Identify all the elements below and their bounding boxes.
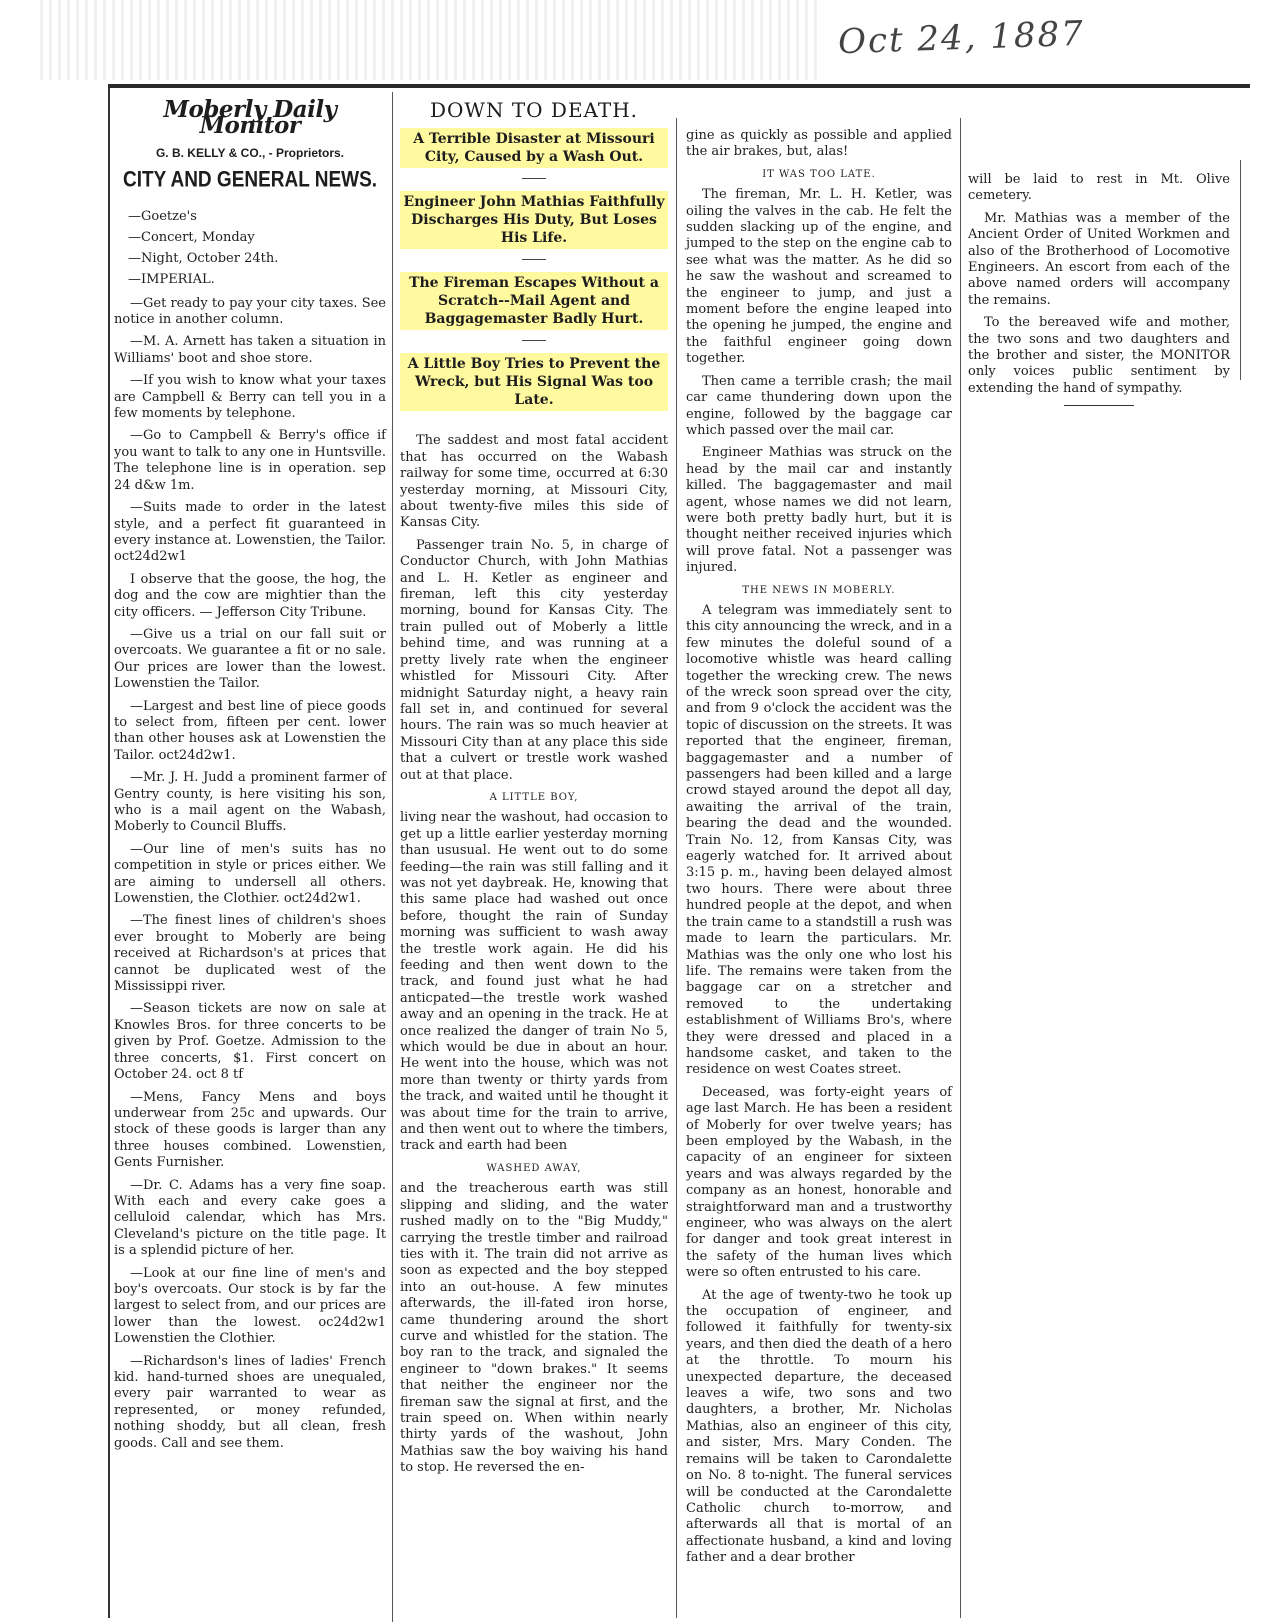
news-item: —Our line of men's suits has no competition in style or prices either. We are aiming to undersell all others. Lowenstien, the Clothier. oct24d2w1. — [114, 841, 386, 907]
article-paragraph: Then came a terrible crash; the mail car came thundering down upon the engine, followed by the baggage car which passed over the mail car. — [686, 373, 952, 438]
column-article-start — [400, 98, 668, 1483]
article-paragraph: Passenger train No. 5, in charge of Conductor Church, with John Mathias and L. H. Ketler as engineer and fireman, left this city yesterday morning, bound for Kansas City. The train pulled out of Moberly a little behind time, and was running at a pretty lively rate when the engineer whistled for Missouri City. After midnight Saturday night, a heavy rain fall set in, and continued for several hours. The rain was so much heavier at Missouri City than at any place this side that a culvert or trestle work washed out at that place. — [400, 537, 668, 783]
article-paragraph: The saddest and most fatal accident that has occurred on the Wabash railway for some time, occurred at 6:30 yesterday morning, at Missouri City, about twenty-five miles this side of Kansas City. — [400, 433, 668, 531]
news-item: —Season tickets are now on sale at Knowles Bros. for three concerts to be given by Prof. Goetze. Admission to the three concerts, $1. First concert on October 24. oct 8 tf — [114, 1001, 386, 1083]
column-city-news — [114, 96, 386, 1458]
headline-deck: A Terrible Disaster at Missouri City, Caused by a Wash Out. — [400, 128, 668, 168]
column-rule-1 — [392, 92, 393, 1622]
deck-separator — [522, 178, 546, 179]
column-rule-2 — [676, 118, 677, 1618]
news-item: —Give us a trial on our fall suit or overcoats. We guarantee a fit or no sale. Our prices are lower than the lowest. Lowenstien the Tailor. — [114, 626, 386, 692]
article-paragraph: living near the washout, had occasion to get up a little earlier yesterday morning than ususual. He went out to do some feeding—the rain was still falling and it was not yet daybreak. He, knowing that this same place had washed out once before, thought the rain of Sunday morning was sufficient to wash away the trestle work again. He did his feeding and then went down to the track, and found just what he had anticpated—the trestle work washed away and an opening in the track. He at once realized the danger of train No 5, which would be due in about an hour. He went into the house, which was not more than twenty or thirty yards from the track, and waited until he thought it was about time for the train to arrive, and then went out to where the timbers, track and earth had been — [400, 810, 668, 1154]
end-rule — [1064, 405, 1134, 406]
news-item: —Largest and best line of piece goods to select from, fifteen per cent. lower than other houses ask at Lowenstien the Tailor. oct24d2w1. — [114, 698, 386, 763]
article-paragraph: The fireman, Mr. L. H. Ketler, was oiling the valves in the cab. He felt the sudden slacking up of the engine, and jumped to the step on the engine cab to see what was the matter. As he did so he saw the washout and screamed to the engineer to jump, and just a moment before the engine leaped into the opening he jumped, the engine and the faithful engineer going down together. — [686, 187, 952, 367]
concert-line: —Concert, Monday — [128, 229, 255, 245]
article-paragraph: Engineer Mathias was struck on the head by the mail car and instantly killed. The baggagemaster and mail agent, whose names we did not learn, were both pretty badly hurt, but it is thought neither received injuries which will prove fatal. Not a passenger was injured. — [686, 445, 952, 576]
news-item: —The finest lines of children's shoes ever brought to Moberly are being received at Richardson's at prices that cannot be duplicated west of the Mississippi river. — [114, 913, 386, 995]
article-paragraph: To the bereaved wife and mother, the two sons and two daughters and the brother and sister, the MONITOR only voices public sentiment by extending the hand of sympathy. — [968, 315, 1230, 396]
section-heading: CITY AND GENERAL NEWS. — [122, 168, 378, 193]
news-item: —Look at our fine line of men's and boy's overcoats. Our stock is by far the largest to select from, and our prices are lower than the lowest. oc24d2w1 Lowenstien the Clothier. — [114, 1265, 386, 1347]
concert-notice — [128, 206, 386, 290]
handwritten-date: Oct 24, 1887 — [837, 13, 1086, 63]
article-subhead: A LITTLE BOY, — [489, 791, 579, 803]
news-item: —Go to Campbell & Berry's office if you want to talk to any one in Huntsville. The telephone line is in operation. sep 24 d&w 1m. — [114, 428, 386, 493]
headline-deck: The Fireman Escapes Without a Scratch--Mail Agent and Baggagemaster Badly Hurt. — [400, 272, 668, 330]
proprietors: G. B. KELLY & CO., - Proprietors. — [155, 145, 345, 160]
headline-deck: A Little Boy Tries to Prevent the Wreck, but His Signal Was too Late. — [400, 353, 668, 411]
concert-line: —Goetze's — [128, 208, 197, 224]
article-paragraph: At the age of twenty-two he took up the occupation of engineer, and followed it faithfully for twenty-six years, and then died the death of a hero at the throttle. To mourn his unexpected departure, the deceased leaves a wife, two sons and two daughters, a brother, Mr. Nicholas Mathias, also an engineer of this city, and sister, Mrs. Mary Conden. The remains will be taken to Carondalette on No. 8 to-night. The funeral services will be conducted at the Carondalette Catholic church to-morrow, and afterwards all that is mortal of an affectionate husband, a kind and loving father and a dear brother — [686, 1287, 952, 1566]
article-paragraph: gine as quickly as possible and applied the air brakes, but, alas! — [686, 128, 952, 160]
column-article-continued — [686, 128, 952, 1573]
article-subhead: IT WAS TOO LATE. — [762, 168, 876, 180]
article-paragraph: and the treacherous earth was still slipping and sliding, and the water rushed madly on to the "Big Muddy," carrying the trestle timber and railroad ties with it. The train did not arrive as soon as expected and the boy stepped into an out-house. A few minutes afterwards, the ill-fated iron horse, came thundering around the short curve and whistled for the station. The boy ran to the track, and signaled the engineer to "down brakes." It seems that neither the engineer nor the fireman saw the signal at first, and the train speed on. When within nearly thirty yards of the washout, John Mathias saw the boy waiving his hand to stop. He reversed the en- — [400, 1181, 668, 1476]
article-paragraph: Deceased, was forty-eight years of age last March. He has been a resident of Moberly for over twelve years; has been employed by the Wabash, in the capacity of an engineer for sixteen years and was always regarded by the company as an honest, honorable and straightforward man and a trustworthy engineer, who was always on the alert for danger and took great interest in the safety of the human lives which were so often entrusted to his care. — [686, 1084, 952, 1281]
news-item: I observe that the goose, the hog, the dog and the cow are mightier than the city officers. — Jefferson City Tribune. — [114, 571, 386, 620]
column-rule-left — [108, 88, 110, 1618]
article-subhead: WASHED AWAY, — [486, 1162, 582, 1174]
article-paragraph: A telegram was immediately sent to this city announcing the wreck, and in a few minutes the doleful sound of a locomotive whistle was heard calling together the wrecking crew. The news of the wreck soon spread over the city, and from 9 o'clock the accident was the topic of discussion on the streets. It was reported that the engineer, fireman, baggagemaster and a number of passengers had been killed and a large crowd stayed around the depot all day, awaiting the arrival of the train, bearing the dead and the wounded. Train No. 12, from Kansas City, was eagerly watched for. It arrived about 3:15 p. m., having been delayed almost two hours. There were about three hundred people at the depot, and when the train came to a standstill a rush was made to learn the particulars. Mr. Mathias was the only one who lost his life. The remains were taken from the baggage car on a stretcher and removed to the undertaking establishment of Williams Bro's, where they were dressed and placed in a handsome casket, and taken to the residence on west Coates street. — [686, 602, 952, 1078]
news-item: —Mr. J. H. Judd a prominent farmer of Gentry county, is here visiting his son, who is a mail agent on the Wabash, Moberly to Council Bluffs. — [114, 770, 386, 835]
news-item: —Mens, Fancy Mens and boys underwear from 25c and upwards. Our stock of these goods is larger than any three houses combined. Lowenstien, Gents Furnisher. — [114, 1089, 386, 1171]
news-item: —Dr. C. Adams has a very fine soap. With each and every cake goes a celluloid calendar, which has Mrs. Cleveland's picture on the title page. It is a splendid picture of her. — [114, 1177, 386, 1259]
article-headline: DOWN TO DEATH. — [429, 98, 639, 122]
scan-noise — [40, 0, 820, 80]
article-subhead: THE NEWS IN MOBERLY. — [742, 584, 896, 596]
headline-deck: Engineer John Mathias Faithfully Discharges His Duty, But Loses His Life. — [400, 191, 668, 249]
news-item: —Richardson's lines of ladies' French kid. hand-turned shoes are unequaled, every pair warranted to wear as represented, or money refunded, nothing shoddy, but all clean, fresh goods. Call and see them. — [114, 1353, 386, 1451]
column-rule-3 — [960, 118, 961, 1618]
article-paragraph: Mr. Mathias was a member of the Ancient Order of United Workmen and also of the Brotherhood of Locomotive Engineers. An escort from each of the above named orders will accompany the remains. — [968, 210, 1230, 308]
masthead: Moberly Daily Monitor — [163, 96, 337, 140]
column-rule-right — [1240, 160, 1241, 380]
news-item: —Get ready to pay your city taxes. See notice in another column. — [114, 295, 386, 328]
concert-line: —Night, October 24th. — [128, 250, 279, 266]
news-item: —Suits made to order in the latest style, and a perfect fit guaranteed in every instance at. Lowenstien, the Tailor. oct24d2w1 — [114, 500, 386, 565]
column-article-end — [968, 172, 1230, 406]
article-paragraph: will be laid to rest in Mt. Olive cemetery. — [968, 172, 1230, 204]
news-item: —M. A. Arnett has taken a situation in Williams' boot and shoe store. — [114, 334, 386, 366]
deck-separator — [522, 259, 546, 260]
concert-line: —IMPERIAL. — [128, 271, 215, 287]
deck-separator — [522, 340, 546, 341]
news-item: —If you wish to know what your taxes are Campbell & Berry can tell you in a few moments by telephone. — [114, 373, 386, 422]
top-rule — [108, 84, 1250, 88]
